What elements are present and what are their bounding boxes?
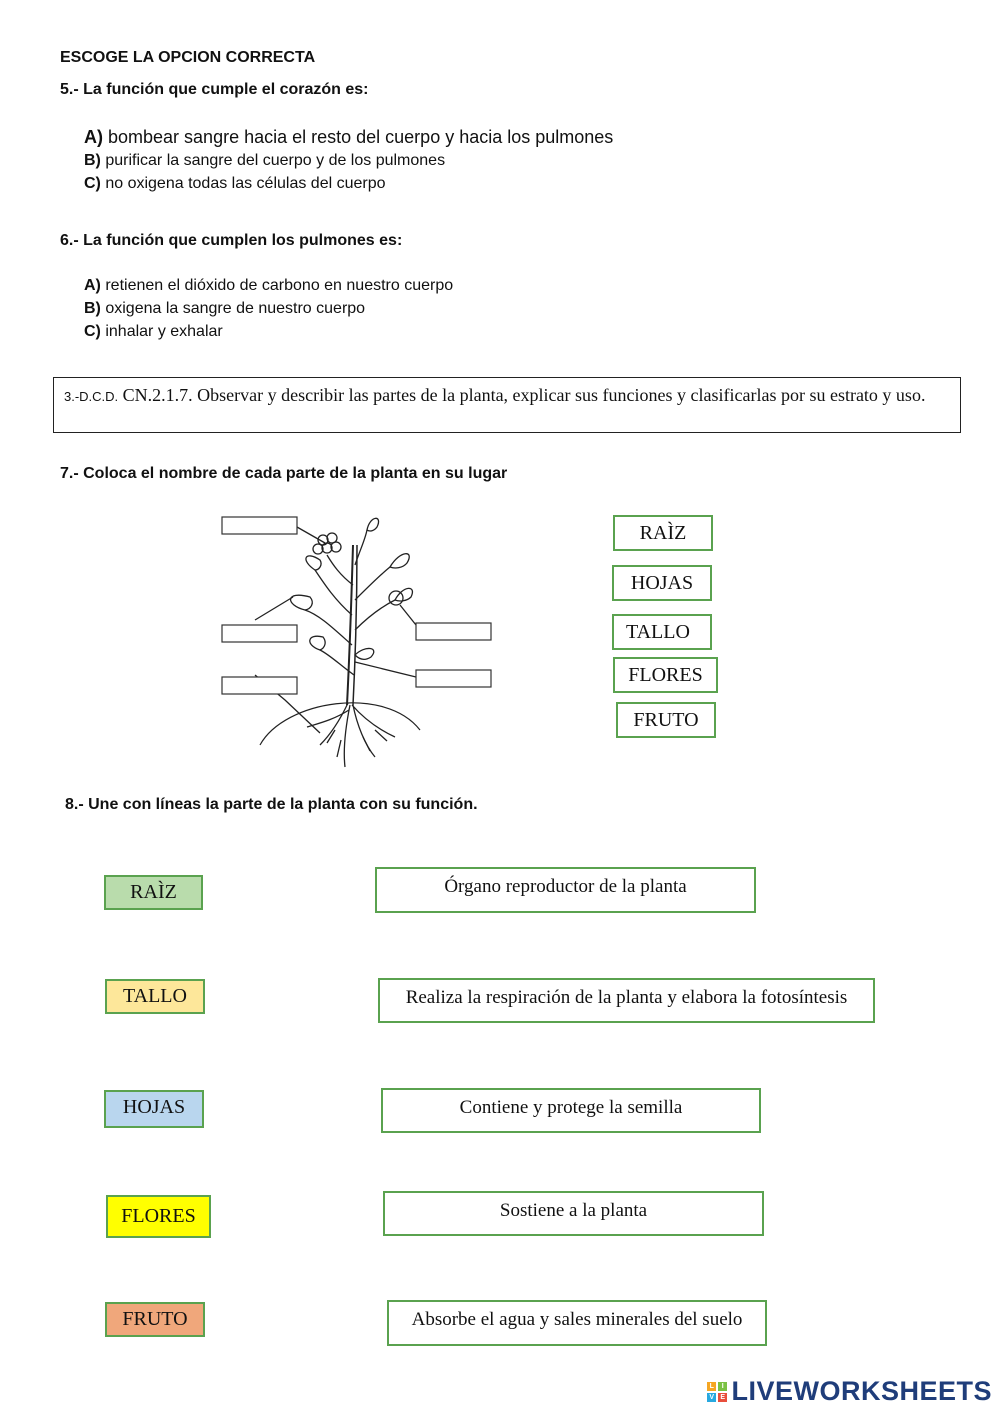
option-letter: A) bbox=[84, 277, 101, 294]
option-text: bombear sangre hacia el resto del cuerpo y hacia los pulmones bbox=[103, 127, 614, 147]
option-letter: C) bbox=[84, 175, 101, 192]
q6-option-c[interactable] bbox=[84, 323, 223, 341]
logo-mark-letter: E bbox=[720, 1393, 726, 1401]
curriculum-standard-box bbox=[53, 377, 961, 433]
logo-mark-icon bbox=[707, 1382, 727, 1402]
blank-label-stem[interactable] bbox=[416, 670, 491, 687]
option-text: no oxigena todas las células del cuerpo bbox=[100, 175, 386, 192]
word-flores[interactable]: FLORES bbox=[613, 657, 718, 693]
function-support-plant[interactable]: Sostiene a la planta bbox=[383, 1191, 764, 1236]
logo-mark-letter: L bbox=[707, 1382, 716, 1391]
word-tallo[interactable]: TALLO bbox=[612, 614, 712, 650]
blank-label-fruit[interactable] bbox=[416, 623, 491, 640]
q6-option-a[interactable] bbox=[84, 277, 453, 295]
q6-option-b[interactable] bbox=[84, 300, 365, 318]
blank-label-flower[interactable] bbox=[222, 517, 297, 534]
liveworksheets-logo bbox=[707, 1376, 992, 1407]
option-letter: A) bbox=[84, 127, 103, 147]
part-raiz[interactable]: RAÌZ bbox=[104, 875, 203, 910]
word-fruto[interactable]: FRUTO bbox=[616, 702, 716, 738]
option-text: inhalar y exhalar bbox=[100, 323, 223, 340]
function-absorb-water[interactable]: Absorbe el agua y sales minerales del suelo bbox=[387, 1300, 767, 1346]
word-hojas[interactable]: HOJAS bbox=[612, 565, 712, 601]
part-fruto[interactable]: FRUTO bbox=[105, 1302, 205, 1337]
q5-option-b[interactable] bbox=[84, 152, 445, 170]
q5-option-c[interactable] bbox=[84, 175, 386, 193]
question-5: 5.- La función que cumple el corazón es: bbox=[60, 81, 369, 98]
logo-text: LIVEWORKSHEETS bbox=[731, 1376, 992, 1406]
function-protect-seed[interactable]: Contiene y protege la semilla bbox=[381, 1088, 761, 1133]
part-hojas[interactable]: HOJAS bbox=[104, 1090, 204, 1128]
question-7: 7.- Coloca el nombre de cada parte de la planta en su lugar bbox=[60, 465, 508, 482]
part-flores[interactable]: FLORES bbox=[106, 1195, 211, 1238]
option-letter: C) bbox=[84, 323, 101, 340]
q5-option-a[interactable] bbox=[84, 127, 613, 148]
option-text: retienen el dióxido de carbono en nuestro cuerpo bbox=[100, 277, 454, 294]
option-text: purificar la sangre del cuerpo y de los pulmones bbox=[100, 152, 446, 169]
word-raiz[interactable]: RAÌZ bbox=[613, 515, 713, 551]
question-8: 8.- Une con líneas la parte de la planta con su función. bbox=[65, 796, 478, 813]
blank-label-leaf[interactable] bbox=[222, 625, 297, 642]
function-respiration-photosynthesis[interactable]: Realiza la respiración de la planta y elabora la fotosíntesis bbox=[378, 978, 875, 1023]
option-text: oxigena la sangre de nuestro cuerpo bbox=[100, 300, 366, 317]
question-6: 6.- La función que cumplen los pulmones es: bbox=[60, 232, 403, 249]
logo-mark-letter: I bbox=[718, 1382, 727, 1391]
logo-mark-letter: V bbox=[709, 1393, 715, 1401]
standard-code: 3.-D.C.D. bbox=[64, 389, 119, 404]
option-letter: B) bbox=[84, 300, 101, 317]
standard-text: CN.2.1.7. Observar y describir las partes de la planta, explicar sus funciones y clasificarlas por su estrato y uso. bbox=[118, 385, 926, 405]
part-tallo[interactable]: TALLO bbox=[105, 979, 205, 1014]
page-title: ESCOGE LA OPCION CORRECTA bbox=[60, 49, 316, 66]
option-letter: B) bbox=[84, 152, 101, 169]
function-reproductive-organ[interactable]: Órgano reproductor de la planta bbox=[375, 867, 756, 913]
blank-label-root[interactable] bbox=[222, 677, 297, 694]
